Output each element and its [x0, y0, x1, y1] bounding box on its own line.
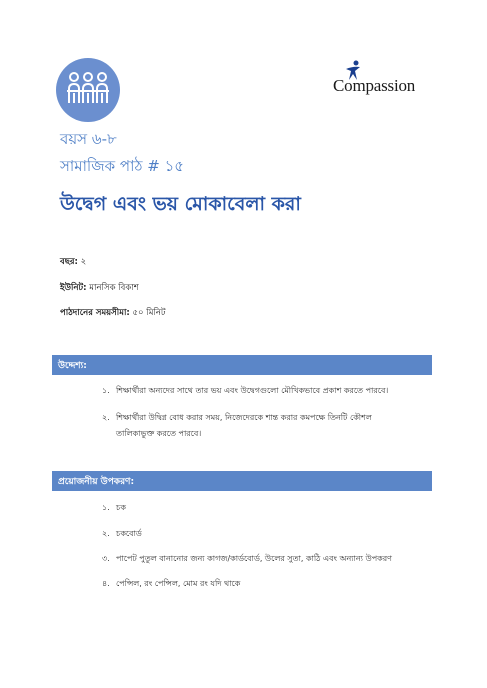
- material-text: পাপেট পুতুল বানানোর জন্য কাগজ/কার্ডবোর্ড, উলের সুতা, কাঠি এবং অন্যান্য উপকরণ: [116, 554, 392, 563]
- meta-duration: [60, 306, 166, 320]
- meta-unit: [60, 281, 139, 295]
- age-group-label: বয়স ৬-৮: [60, 130, 117, 148]
- material-number: ২.: [102, 529, 110, 538]
- materials-heading: প্রয়োজনীয় উপকরণ:: [58, 476, 135, 487]
- objective-text: শিক্ষার্থীরা অন্যদের সাথে তার ভয় এবং উদ্বেগগুলো মৌখিকভাবে প্রকাশ করতে পারবে।: [116, 386, 389, 395]
- objective-number: ১.: [102, 386, 110, 395]
- objective-text: শিক্ষার্থীরা উদ্বিগ্ন বোধ করার সময়, নিজেদেরকে শান্ত করার কমপক্ষে তিনটি কৌশল তালিকাভুক্ত করতে পারবে।: [116, 413, 372, 438]
- objective-item: [102, 383, 402, 399]
- material-number: ৩.: [102, 554, 110, 563]
- meta-year-value: ২: [80, 257, 87, 267]
- material-item: [102, 500, 402, 516]
- material-item: [102, 526, 402, 542]
- material-text: চক: [116, 503, 126, 512]
- objective-number: ২.: [102, 413, 110, 422]
- objectives-heading: উদ্দেশ্য:: [58, 360, 87, 371]
- meta-duration-value: ৫০ মিনিট: [132, 308, 166, 318]
- material-text: চকবোর্ড: [116, 529, 142, 538]
- children-group-icon: [65, 69, 111, 111]
- meta-unit-label: ইউনিট:: [60, 283, 87, 293]
- lesson-title: উদ্বেগ এবং ভয় মোকাবেলা করা: [60, 193, 301, 215]
- material-text: পেন্সিল, রং পেন্সিল, মোম রং যদি থাকে: [116, 579, 241, 588]
- material-item: [102, 576, 402, 592]
- objectives-header: [52, 355, 432, 375]
- meta-year: [60, 255, 86, 269]
- material-number: ১.: [102, 503, 110, 512]
- children-group-badge: [56, 58, 120, 122]
- material-number: ৪.: [102, 579, 110, 588]
- materials-header: [52, 471, 432, 491]
- meta-unit-value: মানসিক বিকাশ: [89, 283, 139, 293]
- material-item: [102, 551, 402, 567]
- objective-item: [102, 410, 402, 442]
- logo-text: Compassion: [333, 76, 416, 95]
- meta-duration-label: পাঠদানের সময়সীমা:: [60, 308, 130, 318]
- compassion-logo: [333, 60, 433, 96]
- meta-year-label: বছর:: [60, 257, 78, 267]
- lesson-number: সামাজিক পাঠ # ১৫: [60, 157, 185, 175]
